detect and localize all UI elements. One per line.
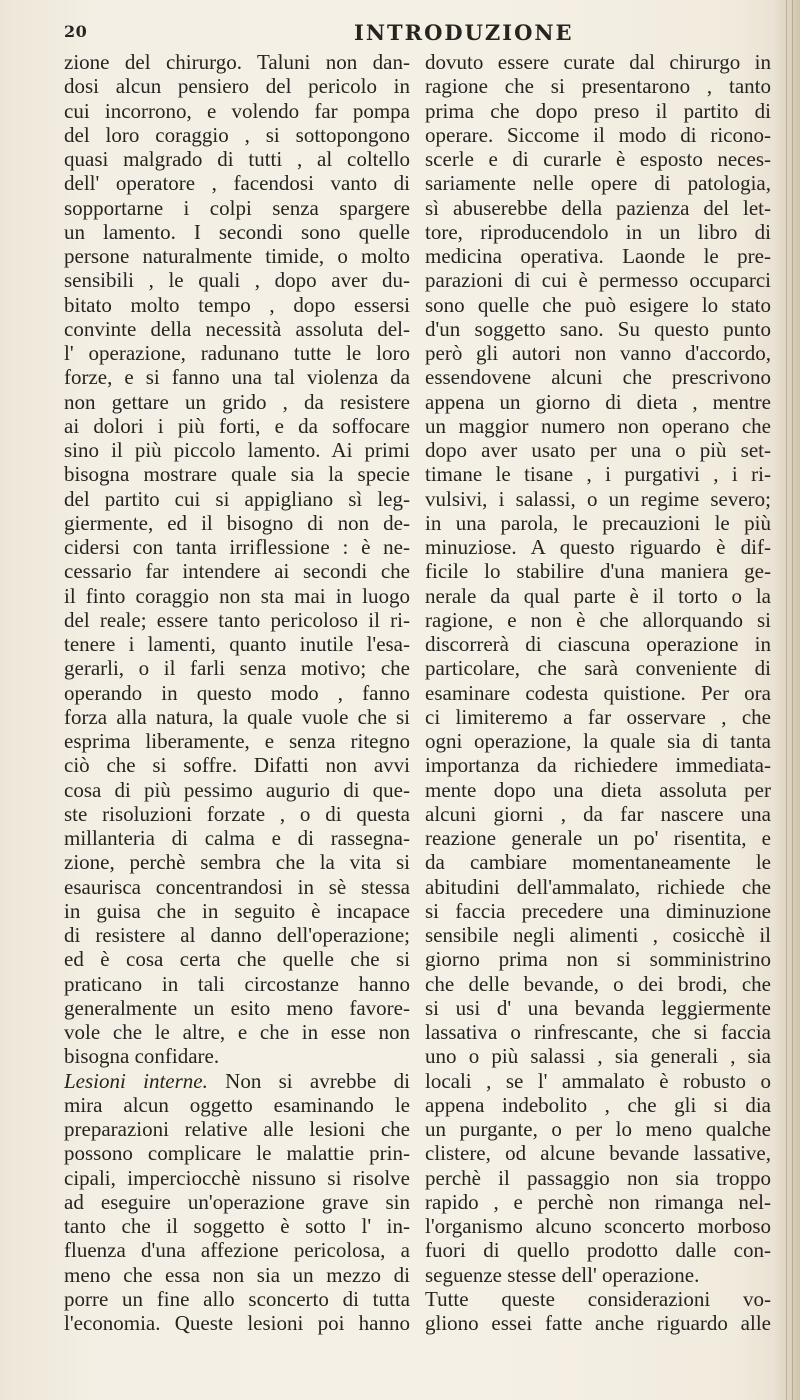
text-line: esprima liberamente, e senza ritegno	[64, 729, 410, 753]
text-line: persone naturalmente timide, o molto	[64, 244, 410, 268]
text-line: del reale; essere tanto pericoloso il ri-	[64, 607, 410, 632]
text-line: mira alcun oggetto esaminando le	[64, 1092, 410, 1117]
text-line: dell' operatore , facendosi vanto di	[64, 171, 410, 196]
text-line: gliono essei fatte anche riguardo alle	[425, 1311, 771, 1335]
text-line: sopportarne i colpi senza spargere	[64, 195, 410, 220]
text-line: possono complicare le malattie prin-	[64, 1141, 410, 1166]
text-line: del partito cui si appigliano sì leg-	[64, 486, 410, 511]
text-line: appena un giorno di dieta , mentre	[425, 389, 771, 414]
text-line: si usi d' una bevanda leggiermente	[425, 995, 771, 1020]
text-line: alcuni giorni , da far nascere una	[425, 801, 771, 826]
text-line: sono quelle che può esigere lo stato	[425, 292, 771, 317]
text-line: che delle bevande, o dei brodi, che	[425, 971, 771, 996]
text-line: medicina operativa. Laonde le pre-	[425, 244, 771, 268]
text-line: ste risoluzioni forzate , o di questa	[64, 801, 410, 826]
text-line: particolare, che sarà conveniente di	[425, 656, 771, 681]
text-line: nerale da qual parte è il torto o la	[425, 583, 771, 608]
text-line: fuori di quello prodotto dalle con-	[425, 1238, 771, 1263]
text-line: bitato molto tempo , dopo essersi	[64, 292, 410, 317]
page-edge-line	[792, 0, 793, 1400]
text-line: l'organismo alcuno sconcerto morboso	[425, 1214, 771, 1238]
text-line: tanto che il soggetto è sotto l' in-	[64, 1214, 410, 1238]
text-line: un lamento. I secondi sono quelle	[64, 219, 410, 244]
text-line: del loro coraggio , si sottopongono	[64, 122, 410, 147]
text-line: sariamente nelle opere di patologia,	[425, 171, 771, 196]
text-line: ad eseguire un'operazione grave sin	[64, 1189, 410, 1214]
text-line: sensibili , le quali , dopo aver du-	[64, 268, 410, 293]
text-line: d'un soggetto sano. Su questo punto	[425, 316, 771, 341]
text-line: millanteria di calma e di rassegna-	[64, 826, 410, 850]
text-line: esaurisca concentrandosi in sè stessa	[64, 874, 410, 899]
text-line: sì abuserebbe della pazienza del let-	[425, 195, 771, 220]
text-line: bisogna confidare.	[64, 1044, 220, 1069]
text-line: l'economia. Queste lesioni poi hanno	[64, 1311, 410, 1335]
text-line: preparazioni relative alle lesioni che	[64, 1117, 410, 1141]
page-header	[64, 20, 764, 46]
text-line: mente dopo una dieta assoluta per	[425, 777, 771, 802]
text-line: vole che le altre, e che in esse non	[64, 1020, 410, 1044]
text-line: scerle e di curarle è esposto neces-	[425, 147, 771, 171]
text-line: vulsivi, i salassi, o un regime severo;	[425, 486, 771, 511]
text-line: operando in questo modo , fanno	[64, 680, 410, 705]
text-line: non gettare un grido , da resistere	[64, 389, 410, 414]
text-line: prima che dopo preso il partito di	[425, 98, 771, 123]
section-heading-italic: Lesioni interne.	[64, 1068, 208, 1093]
text-line: sino il più piccolo lamento. Ai primi	[64, 438, 410, 462]
text-line: dovuto essere curate dal chirurgo in	[425, 50, 771, 74]
text-line: clistere, od alcune bevande lassative,	[425, 1141, 771, 1166]
text-line: giorno prima non si somministrino	[425, 947, 771, 972]
text-line: si faccia precedere una diminuzione	[425, 898, 771, 923]
page-edge-line	[786, 0, 787, 1400]
text-line: meno che essa non sia un mezzo di	[64, 1262, 410, 1287]
text-line: rapido , e perchè non rimanga nel-	[425, 1189, 771, 1214]
text-line: dosi alcun pensiero del pericolo in	[64, 74, 410, 99]
text-line: convinte della necessità assoluta del-	[64, 316, 410, 341]
text-line: Tutte queste considerazioni vo-	[425, 1286, 771, 1311]
text-line: ai dolori i più forti, e da soffocare	[64, 413, 410, 438]
text-line: tore, riproducendolo in un libro di	[425, 219, 771, 244]
text-line: ficile lo stabilire d'una maniera ge-	[425, 559, 771, 584]
text-line: parazioni di cui è permesso occuparci	[425, 268, 771, 293]
text-line: zione del chirurgo. Taluni non dan-	[64, 50, 410, 74]
text-line: il finto coraggio non sta mai in luogo	[64, 583, 410, 608]
text-line: praticano in tali circostanze hanno	[64, 971, 410, 996]
text-line: un maggior numero non operano che	[425, 413, 771, 438]
text-line: dopo aver usato per una o più set-	[425, 438, 771, 462]
text-line: fluenza d'una affezione pericolosa, a	[64, 1238, 410, 1263]
page-number: 20	[64, 22, 88, 41]
text-line: lassativa o rinfrescante, che si faccia	[425, 1020, 771, 1044]
text-line: ci limiteremo a far osservare , che	[425, 704, 771, 729]
page-edge-shadow	[774, 0, 800, 1400]
text-line: importanza da richiedere immediata-	[425, 753, 771, 778]
text-line: ragione, e non è che allorquando si	[425, 607, 771, 632]
text-line: esaminare codesta quistione. Per ora	[425, 680, 771, 705]
text-line: forze, e si fanno una tal violenza da	[64, 365, 410, 390]
text-line: gerarli, o il farli senza motivo; che	[64, 656, 410, 681]
left-text-column	[64, 50, 410, 1370]
running-head: INTRODUZIONE	[354, 20, 574, 45]
text-line: cidersi con tanta irriflessione : è ne-	[64, 535, 410, 559]
text-line: però gli autori non vanno d'accordo,	[425, 341, 771, 365]
text-line: discorrerà di ciascuna operazione in	[425, 632, 771, 656]
text-line: perchè il passaggio non sia troppo	[425, 1165, 771, 1190]
text-line: ed è cosa certa che quelle che si	[64, 947, 410, 972]
text-line: di resistere al danno dell'operazione;	[64, 923, 410, 947]
text-line: giermente, ed il bisogno di non de-	[64, 510, 410, 535]
text-line: locali , se l' ammalato è robusto o	[425, 1068, 771, 1093]
text-line: Lesioni interne. Non si avrebbe di	[64, 1068, 410, 1093]
right-text-column	[425, 50, 771, 1370]
text-line: sensibile negli alimenti , cosicchè il	[425, 923, 771, 947]
text-line: cui incorrono, e volendo far pompa	[64, 98, 410, 123]
text-line: bisogna mostrare quale sia la specie	[64, 462, 410, 487]
text-line: l' operazione, radunano tutte le loro	[64, 341, 410, 365]
text-line: reazione generale un po' risentita, e	[425, 826, 771, 850]
text-line: essendovene alcuni che prescrivono	[425, 365, 771, 390]
text-line: zione, perchè sembra che la vita si	[64, 850, 410, 875]
text-line: in guisa che in seguito è incapace	[64, 898, 410, 923]
text-line: ciò che si soffre. Difatti non avvi	[64, 753, 410, 778]
text-line: cessario far intendere ai secondi che	[64, 559, 410, 584]
text-line: cosa di più pessimo augurio di que-	[64, 777, 410, 802]
text-line: abitudini dell'ammalato, richiede che	[425, 874, 771, 899]
text-line: forza alla natura, la quale vuole che si	[64, 704, 410, 729]
text-line: un purgante, o per lo meno qualche	[425, 1117, 771, 1141]
text-line: ragione che si presentarono , tanto	[425, 74, 771, 99]
text-line: uno o più salassi , sia generali , sia	[425, 1044, 771, 1069]
text-line: seguenze stesse dell' operazione.	[425, 1262, 700, 1287]
text-line: timane le tisane , i purgativi , i ri-	[425, 462, 771, 487]
text-line: operare. Siccome il modo di ricono-	[425, 122, 771, 147]
text-line: tenere i lamenti, quanto inutile l'esa-	[64, 632, 410, 656]
text-line: quasi malgrado di tutti , al coltello	[64, 147, 410, 171]
text-line: cipali, imperciocchè nissuno si risolve	[64, 1165, 410, 1190]
text-line: appena indebolito , che gli si dia	[425, 1092, 771, 1117]
text-line: ogni operazione, la quale sia di tanta	[425, 729, 771, 753]
text-line: in una parola, le precauzioni le più	[425, 510, 771, 535]
text-line: generalmente un esito meno favore-	[64, 995, 410, 1020]
text-line: da cambiare momentaneamente le	[425, 850, 771, 875]
text-line: minuziose. A questo riguardo è dif-	[425, 535, 771, 559]
text-line: porre un fine allo sconcerto di tutta	[64, 1286, 410, 1311]
